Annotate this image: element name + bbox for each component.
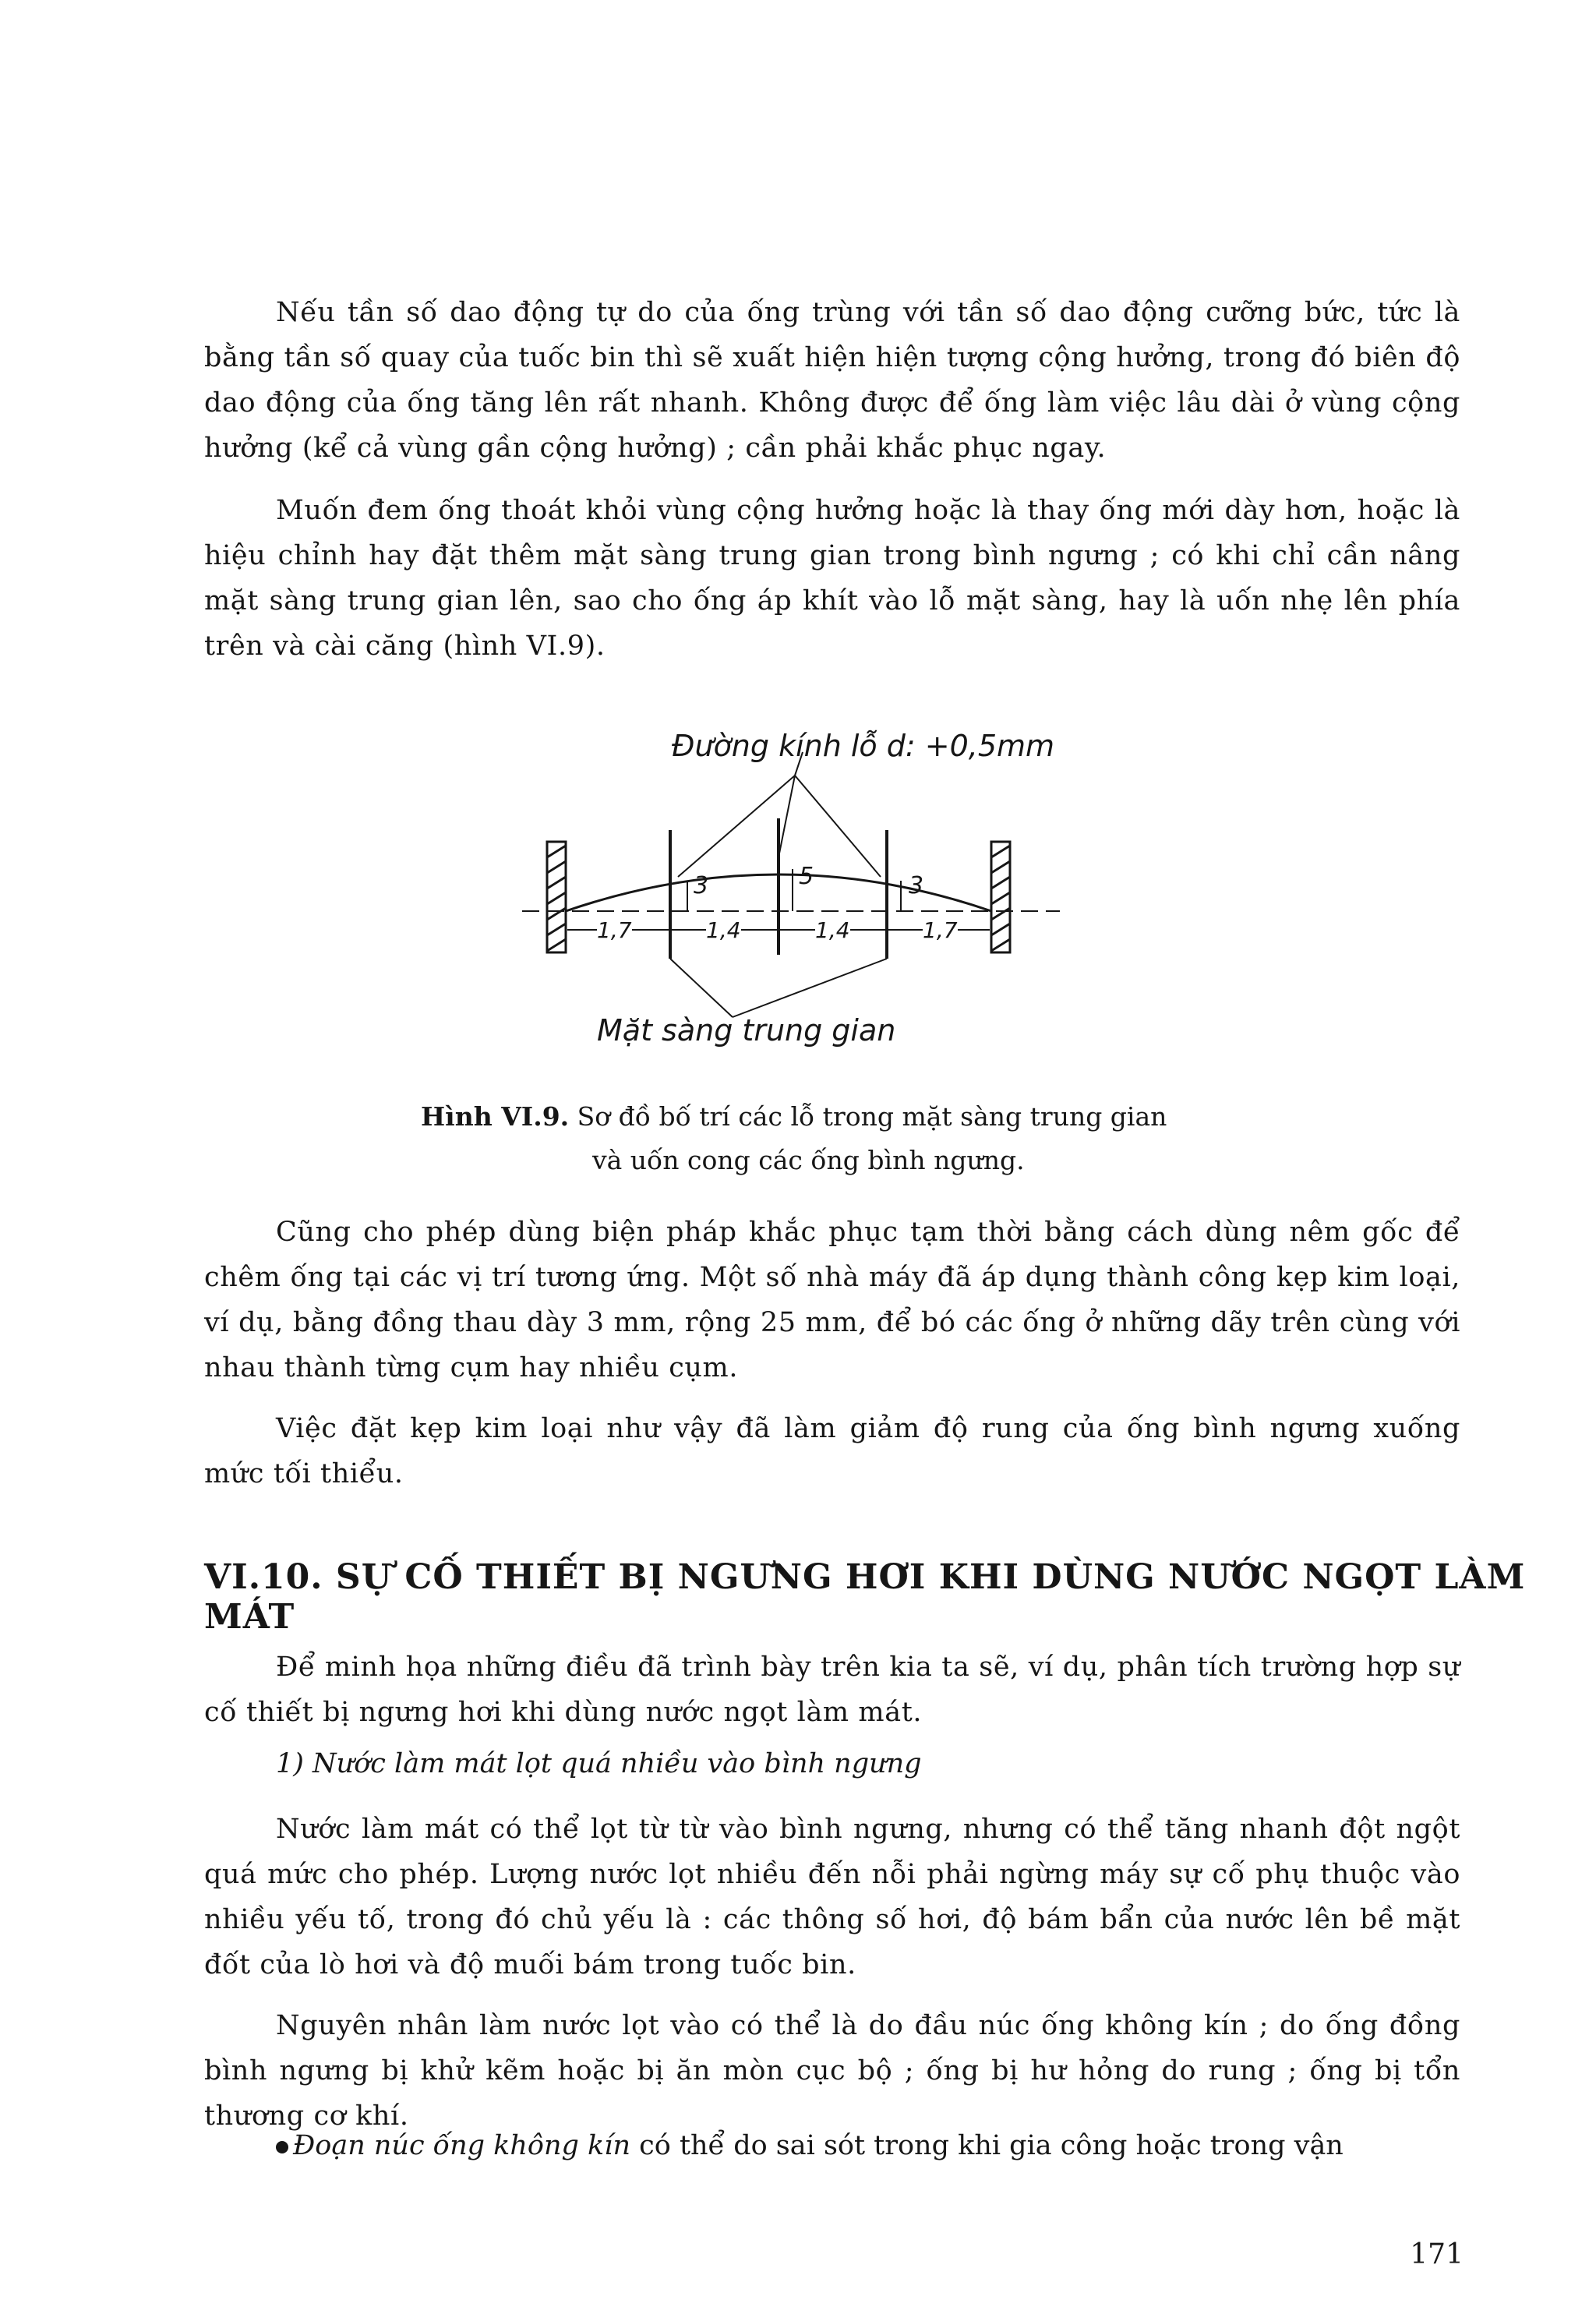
- paragraph-clamp-result: Việc đặt kẹp kim loại như vậy đã làm giảm độ rung của ống bình ngưng xuống mức tối thiểu.: [204, 1413, 1460, 1489]
- dim-rise-left: 3: [694, 872, 709, 899]
- dim-rise-right: 3: [909, 872, 924, 899]
- figure-diagram: [468, 721, 1138, 1064]
- bullet-lead: Đoạn núc ống không kín: [293, 2130, 630, 2161]
- caption-line-1: Sơ đồ bố trí các lỗ trong mặt sàng trung gian: [577, 1101, 1167, 1132]
- figure-vi-9: [468, 721, 1138, 1064]
- dim-span-4: 1,7: [923, 917, 958, 943]
- caption-label: Hình VI.9.: [421, 1101, 570, 1132]
- subsection-heading: 1) Nước làm mát lọt quá nhiều vào bình ngưng: [276, 1748, 922, 1779]
- paragraph-leakage: Nước làm mát có thể lọt từ từ vào bình ngưng, nhưng có thể tăng nhanh đột ngột quá mức cho phép. Lượng nước lọt nhiều đến nỗi phải ngừng máy sự cố phụ thuộc vào nhiều yếu tố, trong đó chủ yếu là : các thông số hơi, độ bám bẩn của nước lên bề mặt đốt của lò hơi và độ muối bám trong tuốc bin.: [204, 1814, 1460, 1980]
- figure-top-label: Đường kính lỗ d: +0,5mm: [672, 729, 1055, 763]
- page-number: 171: [1410, 2238, 1464, 2270]
- figure-caption: [421, 1095, 1278, 1182]
- section-heading: VI.10. SỰ CỐ THIẾT BỊ NGƯNG HƠI KHI DÙNG NƯỚC NGỌT LÀM MÁT: [204, 1557, 1526, 1637]
- paragraph-resonance: Nếu tần số dao động tự do của ống trùng với tần số dao động cưỡng bức, tức là bằng tần số quay của tuốc bin thì sẽ xuất hiện hiện tượng cộng hưởng, trong đó biên độ dao động của ống tăng lên rất nhanh. Không được để ống làm việc lâu dài ở vùng cộng hưởng (kể cả vùng gần cộng hưởng) ; cần phải khắc phục ngay.: [204, 297, 1460, 464]
- paragraph-temporary-fix: Cũng cho phép dùng biện pháp khắc phục tạm thời bằng cách dùng nêm gốc để chêm ống tại các vị trí tương ứng. Một số nhà máy đã áp dụng thành công kẹp kim loại, ví dụ, bằng đồng thau dày 3 mm, rộng 25 mm, để bó các ống ở những dãy trên cùng với nhau thành từng cụm hay nhiều cụm.: [204, 1217, 1460, 1383]
- bullet-paragraph: [276, 2123, 1460, 2168]
- dim-span-2: 1,4: [706, 917, 741, 943]
- caption-line-2: và uốn cong các ống bình ngưng.: [592, 1145, 1025, 1175]
- bullet-text: có thể do sai sót trong khi gia công hoặc trong vận: [639, 2130, 1344, 2161]
- figure-bottom-label: Mặt sàng trung gian: [597, 1013, 896, 1048]
- dim-span-3: 1,4: [815, 917, 850, 943]
- dim-rise-middle: 5: [799, 863, 814, 890]
- paragraph-intro: Để minh họa những điều đã trình bày trên kia ta sẽ, ví dụ, phân tích trường hợp sự cố thiết bị ngưng hơi khi dùng nước ngọt làm mát.: [204, 1652, 1460, 1728]
- paragraph-remedy: Muốn đem ống thoát khỏi vùng cộng hưởng hoặc là thay ống mới dày hơn, hoặc là hiệu chỉnh hay đặt thêm mặt sàng trung gian trong bình ngưng ; có khi chỉ cần nâng mặt sàng trung gian lên, sao cho ống áp khít vào lỗ mặt sàng, hay là uốn nhẹ lên phía trên và cài căng (hình VI.9).: [204, 495, 1460, 662]
- bullet-icon: [276, 2141, 288, 2153]
- dim-span-1: 1,7: [597, 917, 632, 943]
- paragraph-causes: Nguyên nhân làm nước lọt vào có thể là do đầu núc ống không kín ; do ống đồng bình ngưng bị khử kẽm hoặc bị ăn mòn cục bộ ; ống bị hư hỏng do rung ; ống bị tổn thương cơ khí.: [204, 2010, 1460, 2132]
